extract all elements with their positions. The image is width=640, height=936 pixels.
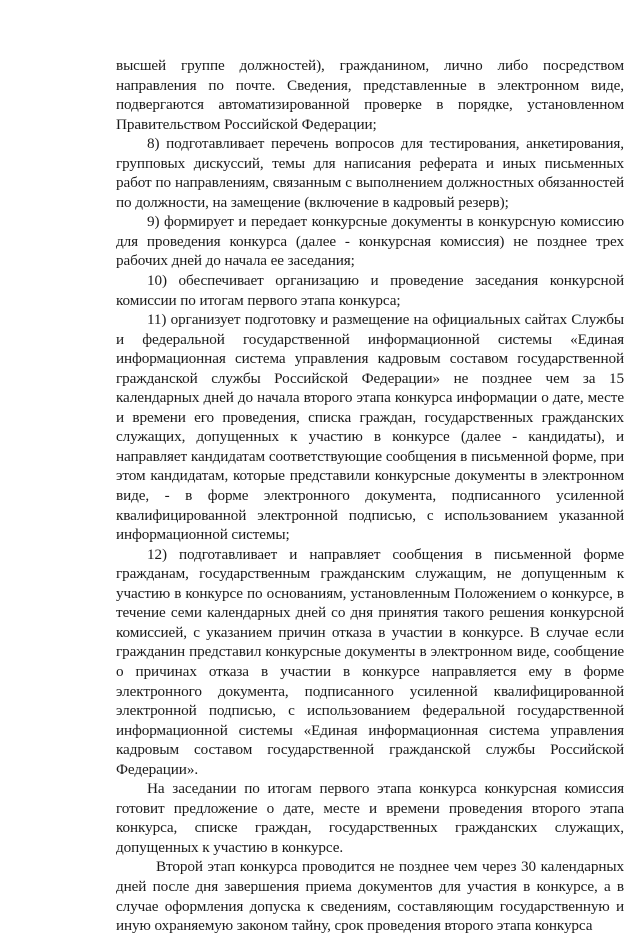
- paragraph-item-10: 10) обеспечивает организацию и проведение заседания конкурсной комиссии по итогам первого этапа конкурса;: [116, 272, 624, 309]
- paragraph-item-9: 9) формирует и передает конкурсные документы в конкурсную комиссию для проведения конкурса (далее - конкурсная комиссия) не позднее трех рабочих дней до начала ее заседания;: [116, 213, 624, 270]
- paragraph-first-stage-meeting: На заседании по итогам первого этапа конкурса конкурсная комиссия готовит предложение о дате, месте и времени проведения второго этапа конкурса, списке граждан, государственных гражданских служащих, допущенных к участию в конкурсе.: [116, 780, 624, 856]
- document-body: [116, 56, 624, 936]
- paragraph-continuation: высшей группе должностей), гражданином, лично либо посредством направления по почте. Сведения, представленные в электронном виде, подвергаются автоматизированной проверке в порядке, установленном Правительством Российской Федерации;: [116, 57, 624, 133]
- paragraph-item-11: 11) организует подготовку и размещение на официальных сайтах Службы и федеральной государственной информационной системы «Единая информационная система управления кадровым составом государственной гражданской службы Российской Федерации» не позднее чем за 15 календарных дней до начала второго этапа конкурса информации о дате, месте и времени его проведения, списка граждан, государственных гражданских служащих, допущенных к участию в конкурсе (далее - кандидаты), и направляет кандидатам соответствующие сообщения в письменной форме, при этом кандидатам, которые представили конкурсные документы в электронном виде, - в форме электронного документа, подписанного усиленной квалифицированной электронной подписью, с использованием указанной информационной системы;: [116, 311, 624, 544]
- paragraph-second-stage: Второй этап конкурса проводится не позднее чем через 30 календарных дней после дня завершения приема документов для участия в конкурсе, а в случае оформления допуска к сведениям, составляющим государственную и иную охраняемую законом тайну, срок проведения второго этапа конкурса: [116, 858, 624, 935]
- paragraph-item-12: 12) подготавливает и направляет сообщения в письменной форме гражданам, государственным гражданским служащим, не допущенным к участию в конкурсе по основаниям, установленным Положением о конкурсе, в течение семи календарных дней со дня принятия такого решения конкурсной комиссией, с указанием причин отказа в участии в конкурсе. В случае если гражданин представил конкурсные документы в электронном виде, сообщение о причинах отказа в участии в конкурсе направляется ему в форме электронного документа, подписанного усиленной квалифицированной электронной подписью, с использованием федеральной государственной информационной системы «Единая информационная система управления кадровым составом государственной гражданской службы Российской Федерации».: [116, 545, 624, 778]
- paragraph-item-8: 8) подготавливает перечень вопросов для тестирования, анкетирования, групповых дискуссий, темы для написания реферата и иных письменных работ по направлениям, связанным с выполнением должностных обязанностей по должности, на замещение (включение в кадровый резерв);: [116, 135, 624, 211]
